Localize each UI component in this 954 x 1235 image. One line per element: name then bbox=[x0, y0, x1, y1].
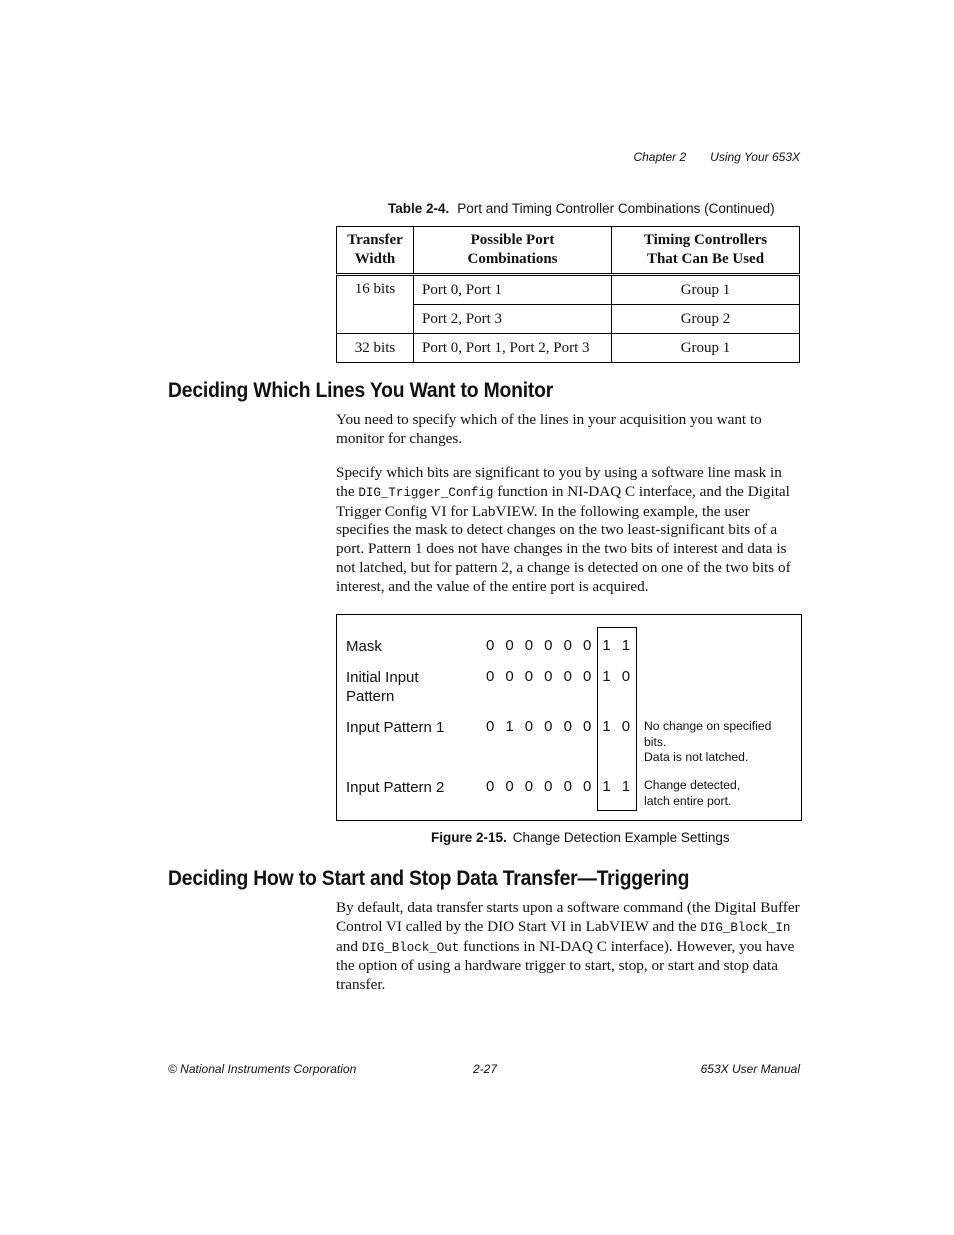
cell-ports: Port 2, Port 3 bbox=[414, 305, 612, 334]
change-detection-figure bbox=[336, 614, 802, 821]
code-dig-block-out: DIG_Block_Out bbox=[361, 940, 460, 955]
paragraph-line-mask: Specify which bits are significant to you by using a software line mask in the DIG_Trigger_Config function in NI-DAQ C interface, and the Digital Trigger Config VI for LabVIEW. In the following example, the user specifies the mask to detect changes on the two least-significant bits of a port. Pattern 1 does not have changes in the two bits of interest and data is not latched, but for pattern 2, a change is detected on one of the two bits of interest, and the value of the entire port is acquired. bbox=[336, 464, 791, 595]
figure-caption bbox=[431, 830, 730, 845]
bits-mask: 0 0 0 0 0 0 1 1 bbox=[486, 637, 631, 654]
note-pattern-2: Change detected, latch entire port. bbox=[644, 778, 741, 808]
paragraph-triggering: By default, data transfer starts upon a software command (the Digital Buffer Control VI called by the DIO Start VI in LabVIEW and the DIG_Block_In and DIG_Block_Out functions in NI-DAQ C interface). However, you have the option of using a hardware trigger to start, stop, or start and stop data transfer. bbox=[336, 899, 800, 994]
cell-width: 16 bits bbox=[337, 275, 414, 334]
bits-input-pattern-2: 0 0 0 0 0 0 1 1 bbox=[486, 778, 631, 795]
port-timing-table bbox=[336, 226, 800, 363]
column-header-port-combinations: Possible Port Combinations bbox=[414, 227, 612, 275]
cell-ports: Port 0, Port 1, Port 2, Port 3 bbox=[414, 334, 612, 363]
cell-ports: Port 0, Port 1 bbox=[414, 275, 612, 305]
footer-manual-title: 653X User Manual bbox=[700, 1062, 800, 1076]
table-header-row bbox=[337, 227, 800, 275]
figure-caption-text: Change Detection Example Settings bbox=[512, 830, 730, 845]
column-header-timing-controllers: Timing Controllers That Can Be Used bbox=[612, 227, 800, 275]
cell-group: Group 1 bbox=[612, 275, 800, 305]
running-header bbox=[609, 150, 800, 164]
table-caption-text: Port and Timing Controller Combinations (Continued) bbox=[457, 201, 775, 216]
note-pattern-1: No change on specified bits. Data is not latched. bbox=[644, 719, 772, 764]
paragraph-monitor-intro: You need to specify which of the lines in your acquisition you want to monitor for changes. bbox=[336, 411, 762, 447]
table-caption bbox=[388, 201, 775, 216]
chapter-title: Using Your 653X bbox=[710, 150, 800, 164]
chapter-label: Chapter 2 bbox=[633, 150, 687, 164]
row-label-initial-input: Initial Input Pattern bbox=[346, 669, 419, 705]
row-label-input-pattern-2: Input Pattern 2 bbox=[346, 779, 445, 796]
row-label-input-pattern-1: Input Pattern 1 bbox=[346, 719, 445, 736]
cell-group: Group 2 bbox=[612, 305, 800, 334]
table-row bbox=[337, 275, 800, 305]
code-dig-block-in: DIG_Block_In bbox=[700, 920, 791, 935]
cell-group: Group 1 bbox=[612, 334, 800, 363]
section-heading-monitor: Deciding Which Lines You Want to Monitor bbox=[168, 379, 554, 402]
table-label: Table 2-4. bbox=[388, 201, 450, 216]
footer-copyright: © National Instruments Corporation bbox=[168, 1062, 357, 1076]
figure-label: Figure 2-15. bbox=[431, 830, 507, 845]
section-heading-triggering: Deciding How to Start and Stop Data Transfer—Triggering bbox=[168, 867, 690, 890]
cell-width: 32 bits bbox=[337, 334, 414, 363]
bits-input-pattern-1: 0 1 0 0 0 0 1 0 bbox=[486, 718, 631, 735]
bits-initial-input: 0 0 0 0 0 0 1 0 bbox=[486, 668, 631, 685]
footer-page-number: 2-27 bbox=[473, 1062, 498, 1076]
row-label-mask: Mask bbox=[346, 638, 382, 655]
table-row bbox=[337, 334, 800, 363]
column-header-transfer-width: Transfer Width bbox=[337, 227, 414, 275]
code-dig-trigger-config: DIG_Trigger_Config bbox=[358, 485, 494, 500]
